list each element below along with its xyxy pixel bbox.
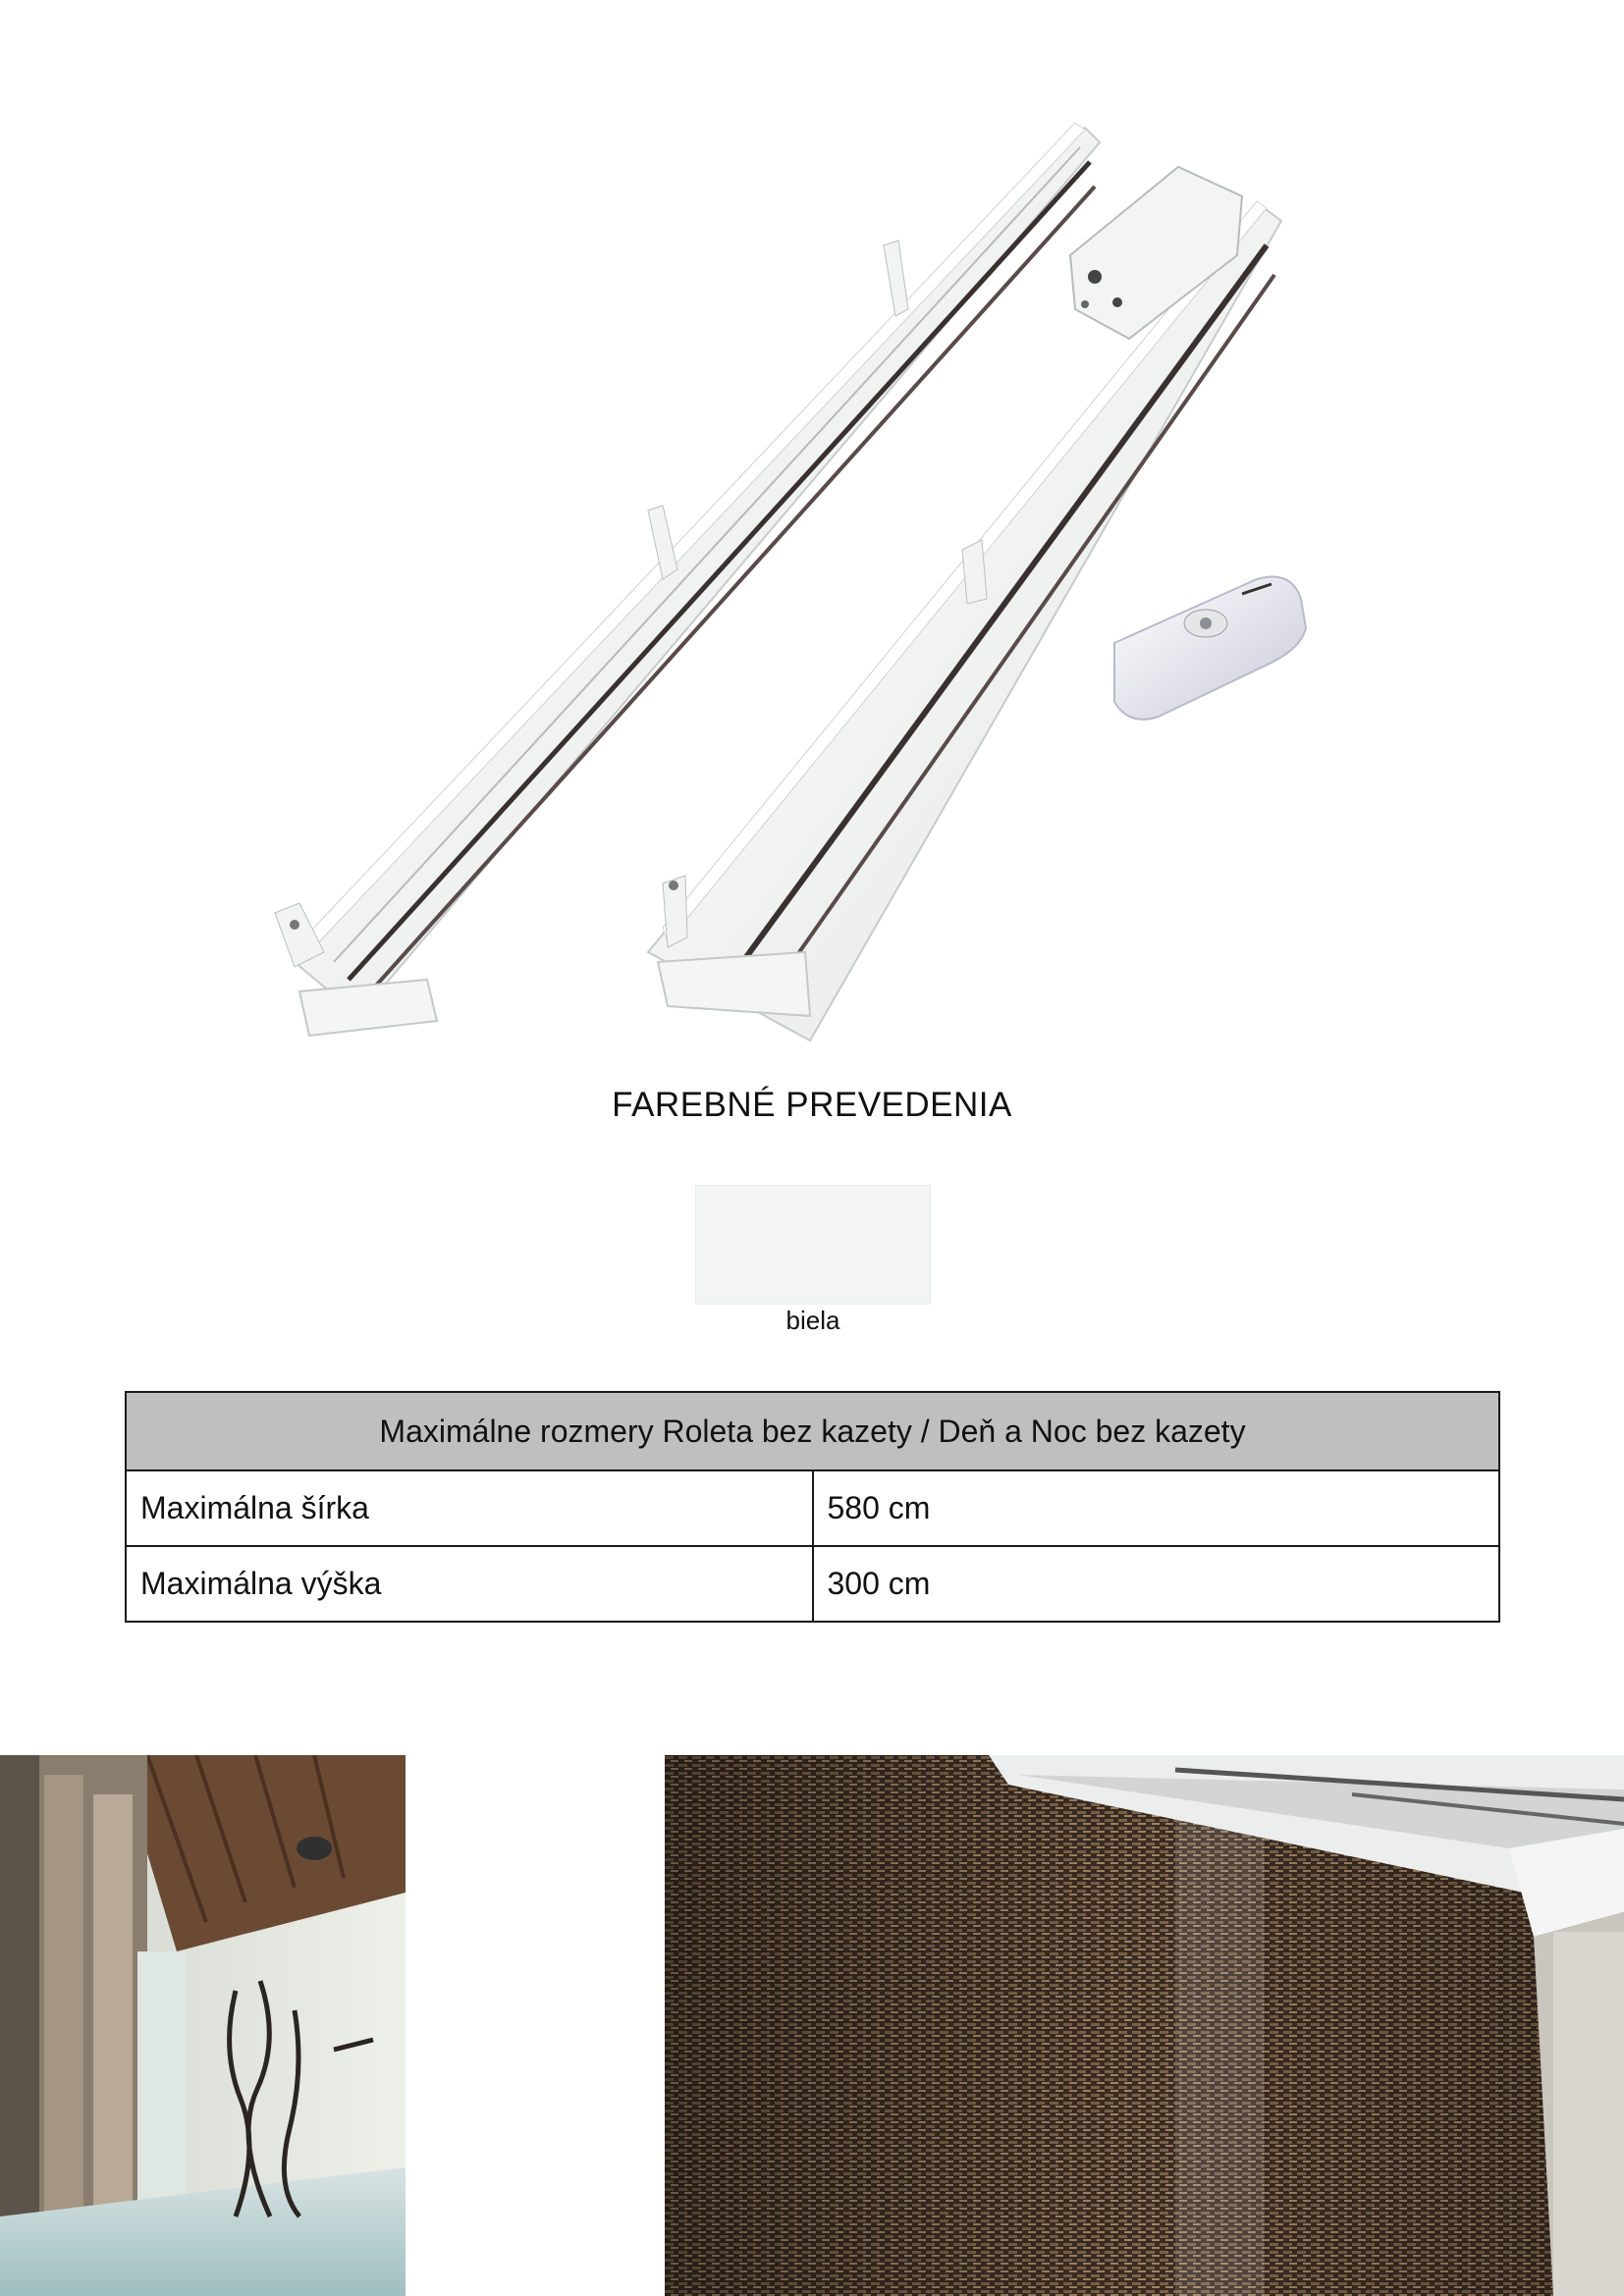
blind-closeup-photo — [665, 1755, 1624, 2296]
section-title-color-variants: FAREBNÉ PREVEDENIA — [612, 1086, 1012, 1124]
interior-photo — [0, 1755, 406, 2296]
table-row — [126, 1470, 1499, 1546]
row-value-max-height: 300 cm — [813, 1546, 1500, 1622]
remote-control-image — [1114, 577, 1306, 720]
row-label-max-height: Maximálna výška — [126, 1546, 813, 1622]
color-swatch-white — [695, 1185, 931, 1305]
max-dimensions-table — [125, 1391, 1500, 1623]
table-header-row — [126, 1392, 1499, 1470]
row-value-max-width: 580 cm — [813, 1470, 1500, 1546]
row-label-max-width: Maximálna šírka — [126, 1470, 813, 1546]
product-rails-image — [118, 49, 1335, 1060]
table-row — [126, 1546, 1499, 1622]
table-header: Maximálne rozmery Roleta bez kazety / Deň a Noc bez kazety — [126, 1392, 1499, 1470]
color-swatch-label: biela — [785, 1306, 840, 1335]
